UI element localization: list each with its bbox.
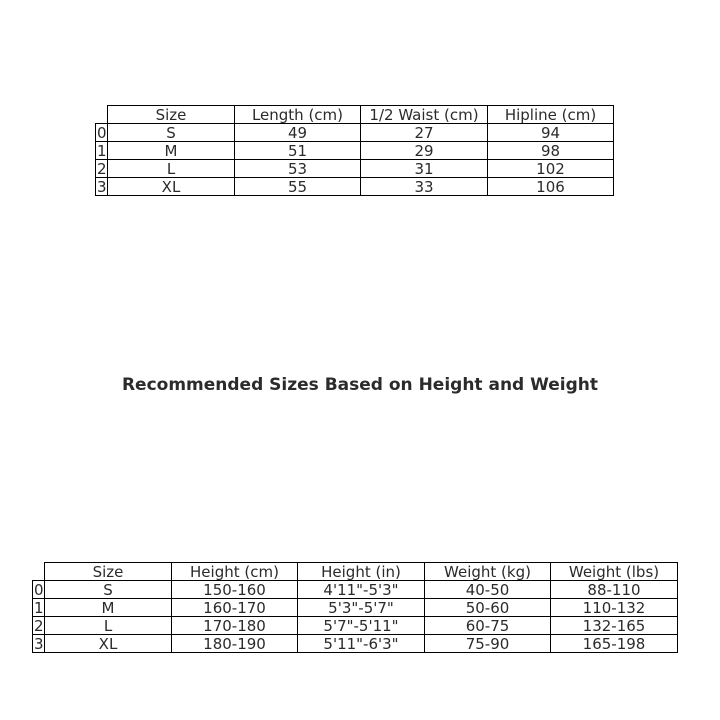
column-header: Length (cm) [235, 106, 361, 124]
table-cell: 160-170 [172, 599, 298, 617]
size-recommendation-table [32, 562, 678, 653]
table-cell: M [45, 599, 172, 617]
index-header [33, 563, 45, 581]
table-cell: 33 [361, 178, 488, 196]
table-cell: XL [45, 635, 172, 653]
table-cell: 31 [361, 160, 488, 178]
table-cell: 180-190 [172, 635, 298, 653]
header-row [96, 106, 614, 124]
table-row [33, 599, 678, 617]
row-index: 1 [97, 141, 107, 160]
size-measurement-table [95, 105, 614, 196]
table-cell: 27 [361, 124, 488, 142]
row-index: 3 [97, 177, 107, 196]
column-header: 1/2 Waist (cm) [361, 106, 488, 124]
table-cell: 5'11"-6'3" [298, 635, 425, 653]
table-cell: 106 [488, 178, 614, 196]
table-cell: XL [108, 178, 235, 196]
table-cell: 4'11"-5'3" [298, 581, 425, 599]
table-cell: S [108, 124, 235, 142]
table-cell: 110-132 [551, 599, 678, 617]
table-row [96, 142, 614, 160]
table-row [96, 178, 614, 196]
table-cell: 170-180 [172, 617, 298, 635]
table-cell: 51 [235, 142, 361, 160]
table-cell: 40-50 [425, 581, 551, 599]
row-index: 2 [34, 616, 44, 635]
row-index: 3 [34, 634, 44, 653]
table-cell: 75-90 [425, 635, 551, 653]
table-cell: S [45, 581, 172, 599]
row-index: 1 [34, 598, 44, 617]
table-row [96, 160, 614, 178]
row-index: 0 [34, 580, 44, 599]
column-header: Weight (lbs) [551, 563, 678, 581]
table-cell: 29 [361, 142, 488, 160]
table-cell: 55 [235, 178, 361, 196]
table-row [96, 124, 614, 142]
table-row [33, 617, 678, 635]
table-cell: 102 [488, 160, 614, 178]
table-cell: L [108, 160, 235, 178]
recommendation-title: Recommended Sizes Based on Height and Weight [121, 375, 599, 395]
table-cell: 150-160 [172, 581, 298, 599]
table-cell: 165-198 [551, 635, 678, 653]
table-cell: 50-60 [425, 599, 551, 617]
table-cell: L [45, 617, 172, 635]
table-cell: 98 [488, 142, 614, 160]
column-header: Weight (kg) [425, 563, 551, 581]
table-cell: 5'3"-5'7" [298, 599, 425, 617]
index-header [96, 106, 108, 124]
table-cell: 132-165 [551, 617, 678, 635]
table-cell: M [108, 142, 235, 160]
row-index: 0 [97, 123, 107, 142]
table-cell: 5'7"-5'11" [298, 617, 425, 635]
header-row [33, 563, 678, 581]
table-row [33, 635, 678, 653]
table-cell: 60-75 [425, 617, 551, 635]
column-header: Size [108, 106, 235, 124]
column-header: Size [45, 563, 172, 581]
table-cell: 94 [488, 124, 614, 142]
table-cell: 88-110 [551, 581, 678, 599]
table-cell: 53 [235, 160, 361, 178]
column-header: Height (cm) [172, 563, 298, 581]
column-header: Height (in) [298, 563, 425, 581]
column-header: Hipline (cm) [488, 106, 614, 124]
row-index: 2 [97, 159, 107, 178]
table-cell: 49 [235, 124, 361, 142]
table-row [33, 581, 678, 599]
